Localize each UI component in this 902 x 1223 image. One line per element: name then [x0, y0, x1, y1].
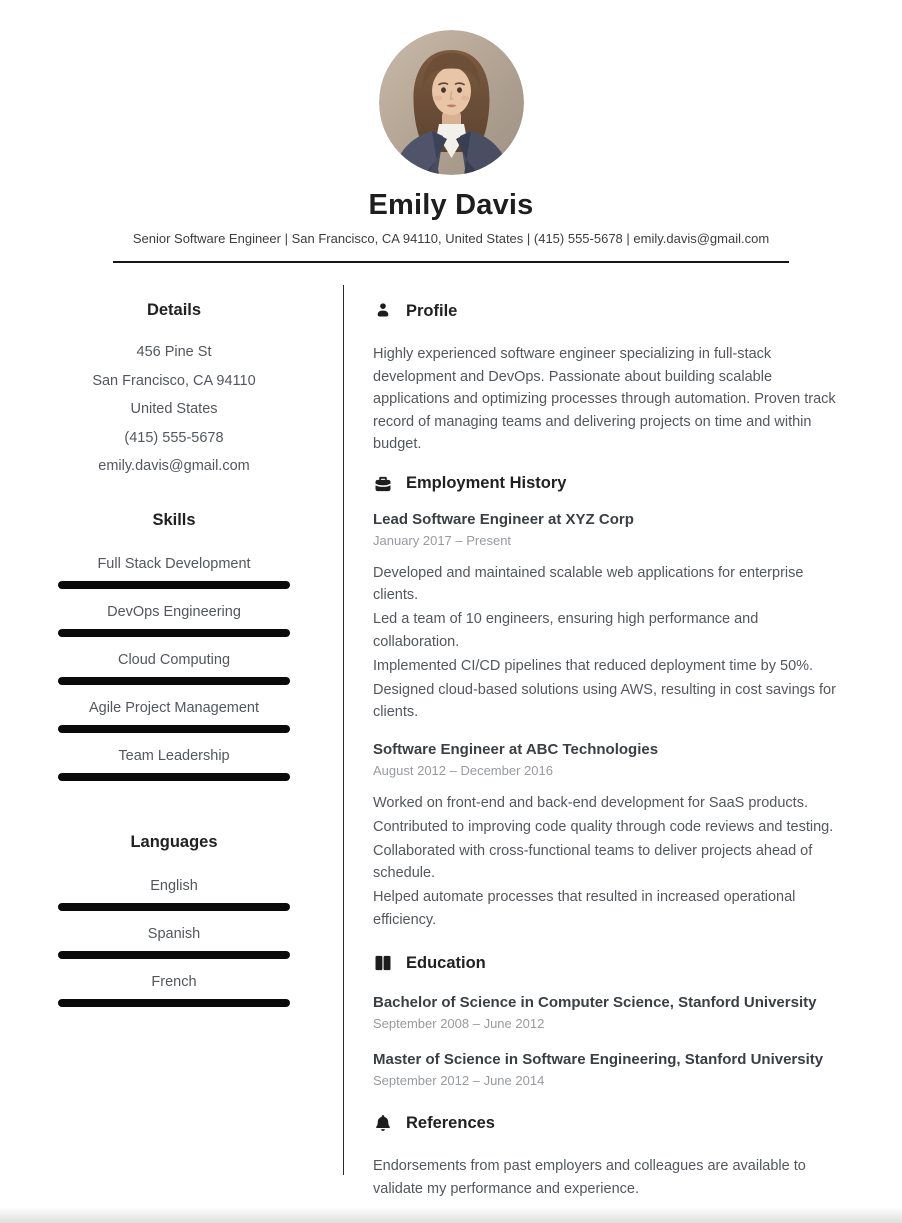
address-line-2: San Francisco, CA 94110: [92, 372, 256, 389]
profile-section-header: [373, 301, 843, 321]
contact-summary-line: Senior Software Engineer | San Francisco, CA 94110, United States | (415) 555-5678 | emily.davis@gmail.com: [132, 231, 770, 246]
details-heading: Details: [146, 301, 202, 319]
language-label: French: [151, 973, 197, 990]
languages-heading: Languages: [130, 832, 218, 851]
column-divider: [343, 285, 344, 1175]
content-columns: [0, 285, 902, 1200]
education-entry: [373, 993, 843, 1032]
job-entry: [373, 510, 843, 724]
skill-level-bar: [58, 677, 290, 685]
book-icon: [373, 953, 393, 973]
skill-label: Agile Project Management: [88, 699, 260, 716]
job-bullet: Led a team of 10 engineers, ensuring high performance and collaboration.: [373, 611, 759, 650]
employment-title: Employment History: [406, 474, 567, 492]
job-bullet: Developed and maintained scalable web applications for enterprise clients.: [373, 564, 804, 603]
job-bullet: Collaborated with cross-functional teams to deliver projects ahead of schedule.: [373, 842, 813, 881]
email-address: emily.davis@gmail.com: [98, 458, 250, 474]
references-text: Endorsements from past employers and colleagues are available to validate my performance and experience.: [373, 1158, 806, 1197]
skill-level-bar: [58, 581, 290, 589]
page-bottom-shadow: [0, 1207, 902, 1223]
job-bullet: Designed cloud-based solutions using AWS, resulting in cost savings for clients.: [373, 681, 836, 720]
skill-level-bar: [58, 629, 290, 637]
education-entry: [373, 1050, 843, 1089]
education-degree: Master of Science in Software Engineering, Stanford University: [373, 1051, 824, 1068]
resume-header: [0, 0, 902, 263]
main-column: [373, 285, 843, 1200]
briefcase-icon: [373, 474, 393, 494]
skill-item: [58, 698, 290, 733]
language-label: Spanish: [147, 925, 201, 942]
skill-label: Cloud Computing: [117, 651, 231, 668]
language-level-bar: [58, 999, 290, 1007]
skill-level-bar: [58, 725, 290, 733]
skill-label: Full Stack Development: [97, 555, 251, 572]
references-section-header: [373, 1113, 843, 1133]
education-title: Education: [406, 953, 486, 972]
job-title: Lead Software Engineer at XYZ Corp: [373, 510, 634, 528]
references-title: References: [406, 1113, 495, 1132]
header-divider: [113, 261, 789, 263]
job-bullet: Contributed to improving code quality through code reviews and testing.: [373, 818, 834, 835]
skill-item: [58, 602, 290, 637]
address-line-1: 456 Pine St: [136, 344, 212, 360]
profile-photo: [379, 30, 524, 175]
skill-item: [58, 650, 290, 685]
skill-item: [58, 746, 290, 781]
job-bullet: Helped automate processes that resulted in increased operational efficiency.: [373, 889, 796, 928]
language-item: [58, 876, 290, 911]
sidebar: [58, 285, 290, 1200]
address-country: United States: [130, 401, 218, 417]
skills-heading: Skills: [152, 510, 196, 529]
education-dates: September 2008 – June 2012: [373, 1016, 545, 1031]
person-name: Emily Davis: [368, 189, 534, 221]
bell-icon: [373, 1113, 393, 1133]
job-title: Software Engineer at ABC Technologies: [373, 740, 659, 758]
job-description: [373, 562, 843, 724]
employment-section-header: [373, 474, 843, 494]
job-bullet: Implemented CI/CD pipelines that reduced deployment time by 50%.: [373, 657, 814, 674]
job-description: [373, 792, 843, 932]
language-item: [58, 972, 290, 1007]
job-dates: August 2012 – December 2016: [373, 762, 553, 778]
language-level-bar: [58, 951, 290, 959]
profile-photo-illustration: [379, 30, 524, 175]
person-icon: [373, 301, 393, 321]
language-label: English: [150, 877, 198, 894]
skill-label: Team Leadership: [118, 747, 230, 764]
skill-item: [58, 554, 290, 589]
skills-list: [58, 554, 290, 781]
profile-title: Profile: [406, 301, 458, 320]
education-section-header: [373, 953, 843, 973]
skill-label: DevOps Engineering: [107, 603, 241, 620]
phone-number: (415) 555-5678: [124, 429, 224, 446]
languages-list: [58, 876, 290, 1007]
job-entry: [373, 740, 843, 932]
skill-level-bar: [58, 773, 290, 781]
details-block: [58, 338, 290, 481]
language-level-bar: [58, 903, 290, 911]
education-dates: September 2012 – June 2014: [373, 1073, 545, 1088]
job-dates: January 2017 – Present: [373, 532, 512, 548]
language-item: [58, 924, 290, 959]
profile-text: Highly experienced software engineer specializing in full-stack development and DevOps. Passionate about building scalable applications and optimizing processes through automation. Proven track record of managing teams and delivering projects on time and within budget.: [373, 346, 836, 452]
education-degree: Bachelor of Science in Computer Science, Stanford University: [373, 994, 817, 1011]
job-bullet: Worked on front-end and back-end development for SaaS products.: [373, 794, 808, 811]
